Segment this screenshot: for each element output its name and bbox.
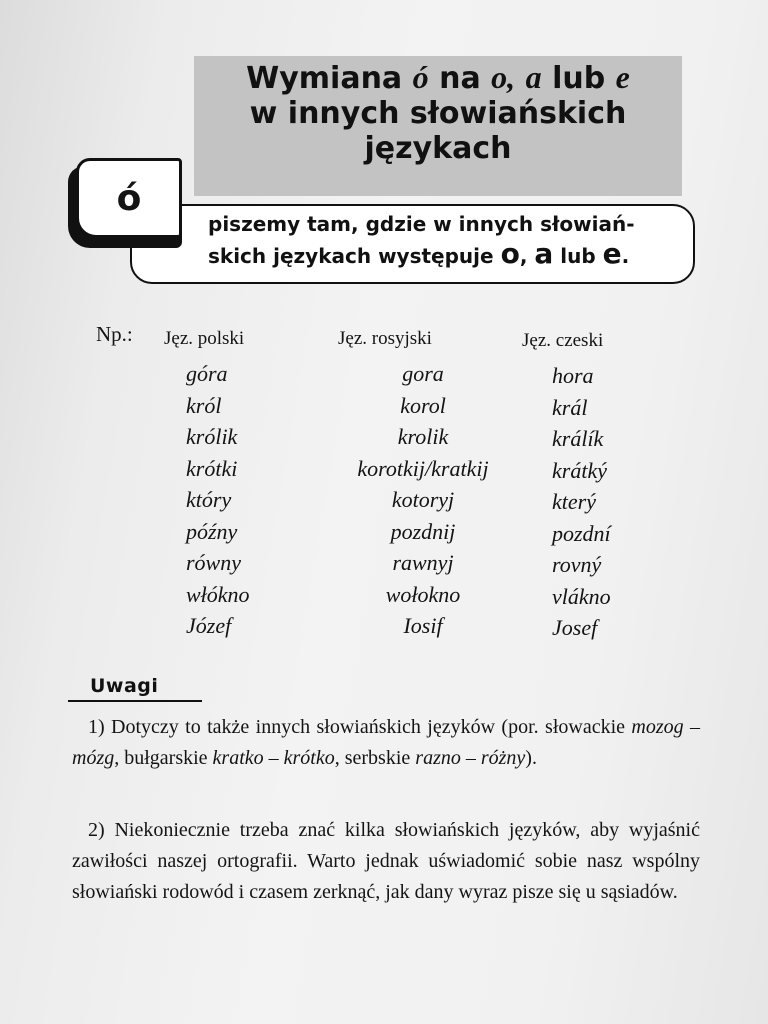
list-item: rovný	[552, 552, 602, 577]
list-item: králík	[552, 426, 604, 451]
list-item: król	[186, 392, 222, 418]
title-line-1	[194, 60, 682, 96]
list-item: wołokno	[385, 581, 461, 607]
list-item: Iosif	[403, 613, 443, 638]
rule-letter-e: e	[602, 237, 622, 270]
note-1-text: 1) Dotyczy to także innych słowiańskich języków (por. słowackie	[88, 716, 632, 738]
column-header-russian: Jęz. rosyjski	[338, 328, 432, 349]
rule-end: .	[621, 244, 630, 268]
list-item: Józef	[186, 613, 232, 638]
list-item: hora	[552, 363, 594, 388]
note-2: 2) Niekoniecznie trzeba znać kilka słowiańskich języków, aby wyjaśnić zawiłości naszej ortografii. Warto jednak uświadomić sobie nasz wspólny słowiański rodowód i czasem zerknąć, jak dany wyraz pisze się u sąsiadów.	[72, 819, 700, 903]
column-czech	[522, 330, 611, 644]
rule-letter-a: a	[534, 237, 554, 270]
list-item: królik	[186, 424, 238, 449]
column-header-polish: Jęz. polski	[164, 328, 245, 349]
list-item: gora	[402, 361, 444, 386]
list-item: pozdnij	[390, 518, 456, 544]
note-1-example-slovak: mozog – mózg	[72, 716, 700, 769]
list-item: vlákno	[552, 583, 611, 609]
note-1-example-bulgarian: kratko – krótko	[212, 747, 335, 769]
column-header-czech: Jęz. czeski	[522, 330, 604, 351]
note-1-text: ).	[525, 747, 537, 769]
word-list-russian	[338, 358, 508, 642]
list-item: krótki	[186, 455, 238, 481]
list-item: který	[552, 489, 596, 514]
list-item: rawnyj	[392, 550, 454, 575]
list-item: korotkij/kratkij	[357, 455, 489, 481]
column-russian	[338, 328, 508, 642]
list-item: włókno	[186, 581, 250, 607]
note-1-text: , bułgarskie	[114, 747, 213, 769]
word-list-czech	[522, 360, 611, 644]
badge-letter: ó	[116, 177, 142, 219]
list-item: Josef	[552, 615, 598, 640]
list-item: pozdní	[552, 520, 611, 546]
rule-letter-o: o	[500, 237, 520, 270]
rule-word-lub: lub	[560, 244, 596, 268]
list-item: král	[552, 394, 588, 420]
title-letter-e: e	[615, 59, 630, 95]
title-line-2: w innych słowiańskich	[249, 96, 627, 131]
title-letter-o-acute: ó	[412, 59, 429, 95]
notes-heading: Uwagi	[90, 675, 159, 697]
list-item: który	[186, 487, 232, 512]
list-item: korol	[400, 392, 446, 418]
note-1	[72, 712, 700, 774]
list-item: góra	[186, 361, 228, 386]
title-letter-a: a	[525, 59, 542, 95]
list-item: kotoryj	[391, 487, 455, 512]
list-item: późny	[186, 518, 238, 544]
title-word: na	[439, 61, 481, 96]
letter-badge	[76, 158, 182, 238]
rule-main-text: piszemy tam, gdzie w innych słowiań-skich językach występuje	[208, 212, 635, 268]
column-polish	[164, 328, 250, 642]
list-item: krátký	[552, 457, 607, 483]
rule-separator: ,	[519, 244, 528, 268]
section-title	[194, 60, 682, 166]
note-1-text: , serbskie	[334, 747, 416, 769]
notes-divider	[68, 700, 202, 702]
title-line-3: językach	[364, 131, 512, 166]
note-1-example-serbian: razno – różny	[415, 747, 526, 769]
title-word: Wymiana	[246, 61, 403, 96]
word-list-polish	[164, 358, 250, 642]
examples-label: Np.:	[96, 322, 133, 346]
title-word: lub	[552, 61, 606, 96]
list-item: krolik	[397, 424, 449, 449]
list-item: równy	[186, 550, 241, 575]
title-letter-o: o,	[491, 59, 516, 95]
rule-text	[208, 210, 686, 271]
